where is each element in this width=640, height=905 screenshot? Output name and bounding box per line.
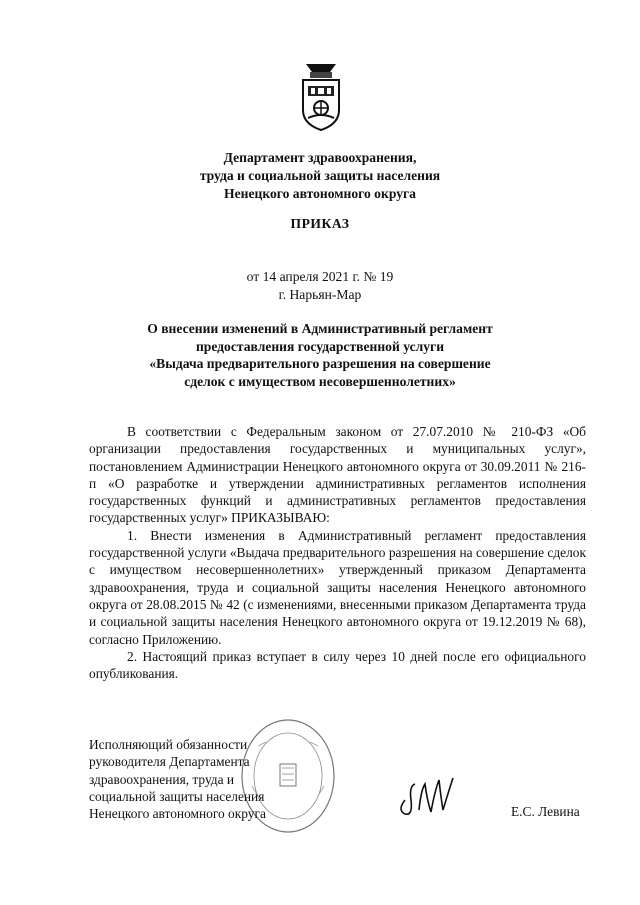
document-body — [89, 423, 586, 682]
subject-line: сделок с имуществом несовершеннолетних» — [184, 373, 456, 389]
position-line: руководителя Департамента — [89, 754, 250, 770]
document-type: ПРИКАЗ — [290, 216, 350, 231]
place: г. Нарьян-Мар — [278, 287, 362, 302]
document-subject — [0, 320, 640, 390]
document-meta — [0, 268, 640, 304]
subject-line: предоставления государственной услуги — [195, 338, 445, 354]
handwritten-signature-icon — [395, 770, 475, 820]
signatory-position — [89, 736, 266, 822]
order-item-1: 1. Внести изменения в Административный регламент предоставления государственной услуги «Выдача предварительного разрешения на совершение сделок с имуществом несовершеннолетних» утвержденный приказом Департамента здравоохранения, труда и социальной защиты населения Ненецкого автономного округа от 28.08.2015 № 42 (с изменениями, внесенными приказом Департамента труда и социальной защиты населения Ненецкого автономного округа от 19.12.2019 № 68), согласно Приложению. — [89, 527, 586, 647]
position-line: Исполняющий обязанности — [89, 737, 248, 752]
coat-of-arms-icon — [300, 62, 342, 132]
preamble-paragraph: В соответствии с Федеральным законом от 27.07.2010 № 210-ФЗ «Об организации предоставления государственных и муниципальных услуг», постановлением Администрации Ненецкого автономного округа от 30.09.2011 № 216-п «О разработке и утверждении административных регламентов исполнения государственных функций и административных регламентов предоставления государственных услуг» ПРИКАЗЫВАЮ: — [89, 424, 586, 526]
order-item-2: 2. Настоящий приказ вступает в силу через 10 дней после его официального опубликования. — [89, 648, 586, 682]
date-number: от 14 апреля 2021 г. № 19 — [246, 269, 394, 284]
subject-line: О внесении изменений в Административный регламент — [147, 321, 493, 336]
org-line: Ненецкого автономного округа — [224, 186, 416, 201]
org-line: Департамент здравоохранения, — [223, 150, 417, 165]
subject-line: «Выдача предварительного разрешения на совершение — [149, 356, 491, 371]
position-line: Ненецкого автономного округа — [89, 806, 266, 822]
position-line: здравоохранения, труда и — [89, 771, 235, 787]
organization-name — [0, 149, 640, 203]
position-line: социальной защиты населения — [89, 788, 265, 804]
signatory-name: Е.С. Левина — [511, 804, 580, 819]
org-line: труда и социальной защиты населения — [199, 168, 441, 183]
